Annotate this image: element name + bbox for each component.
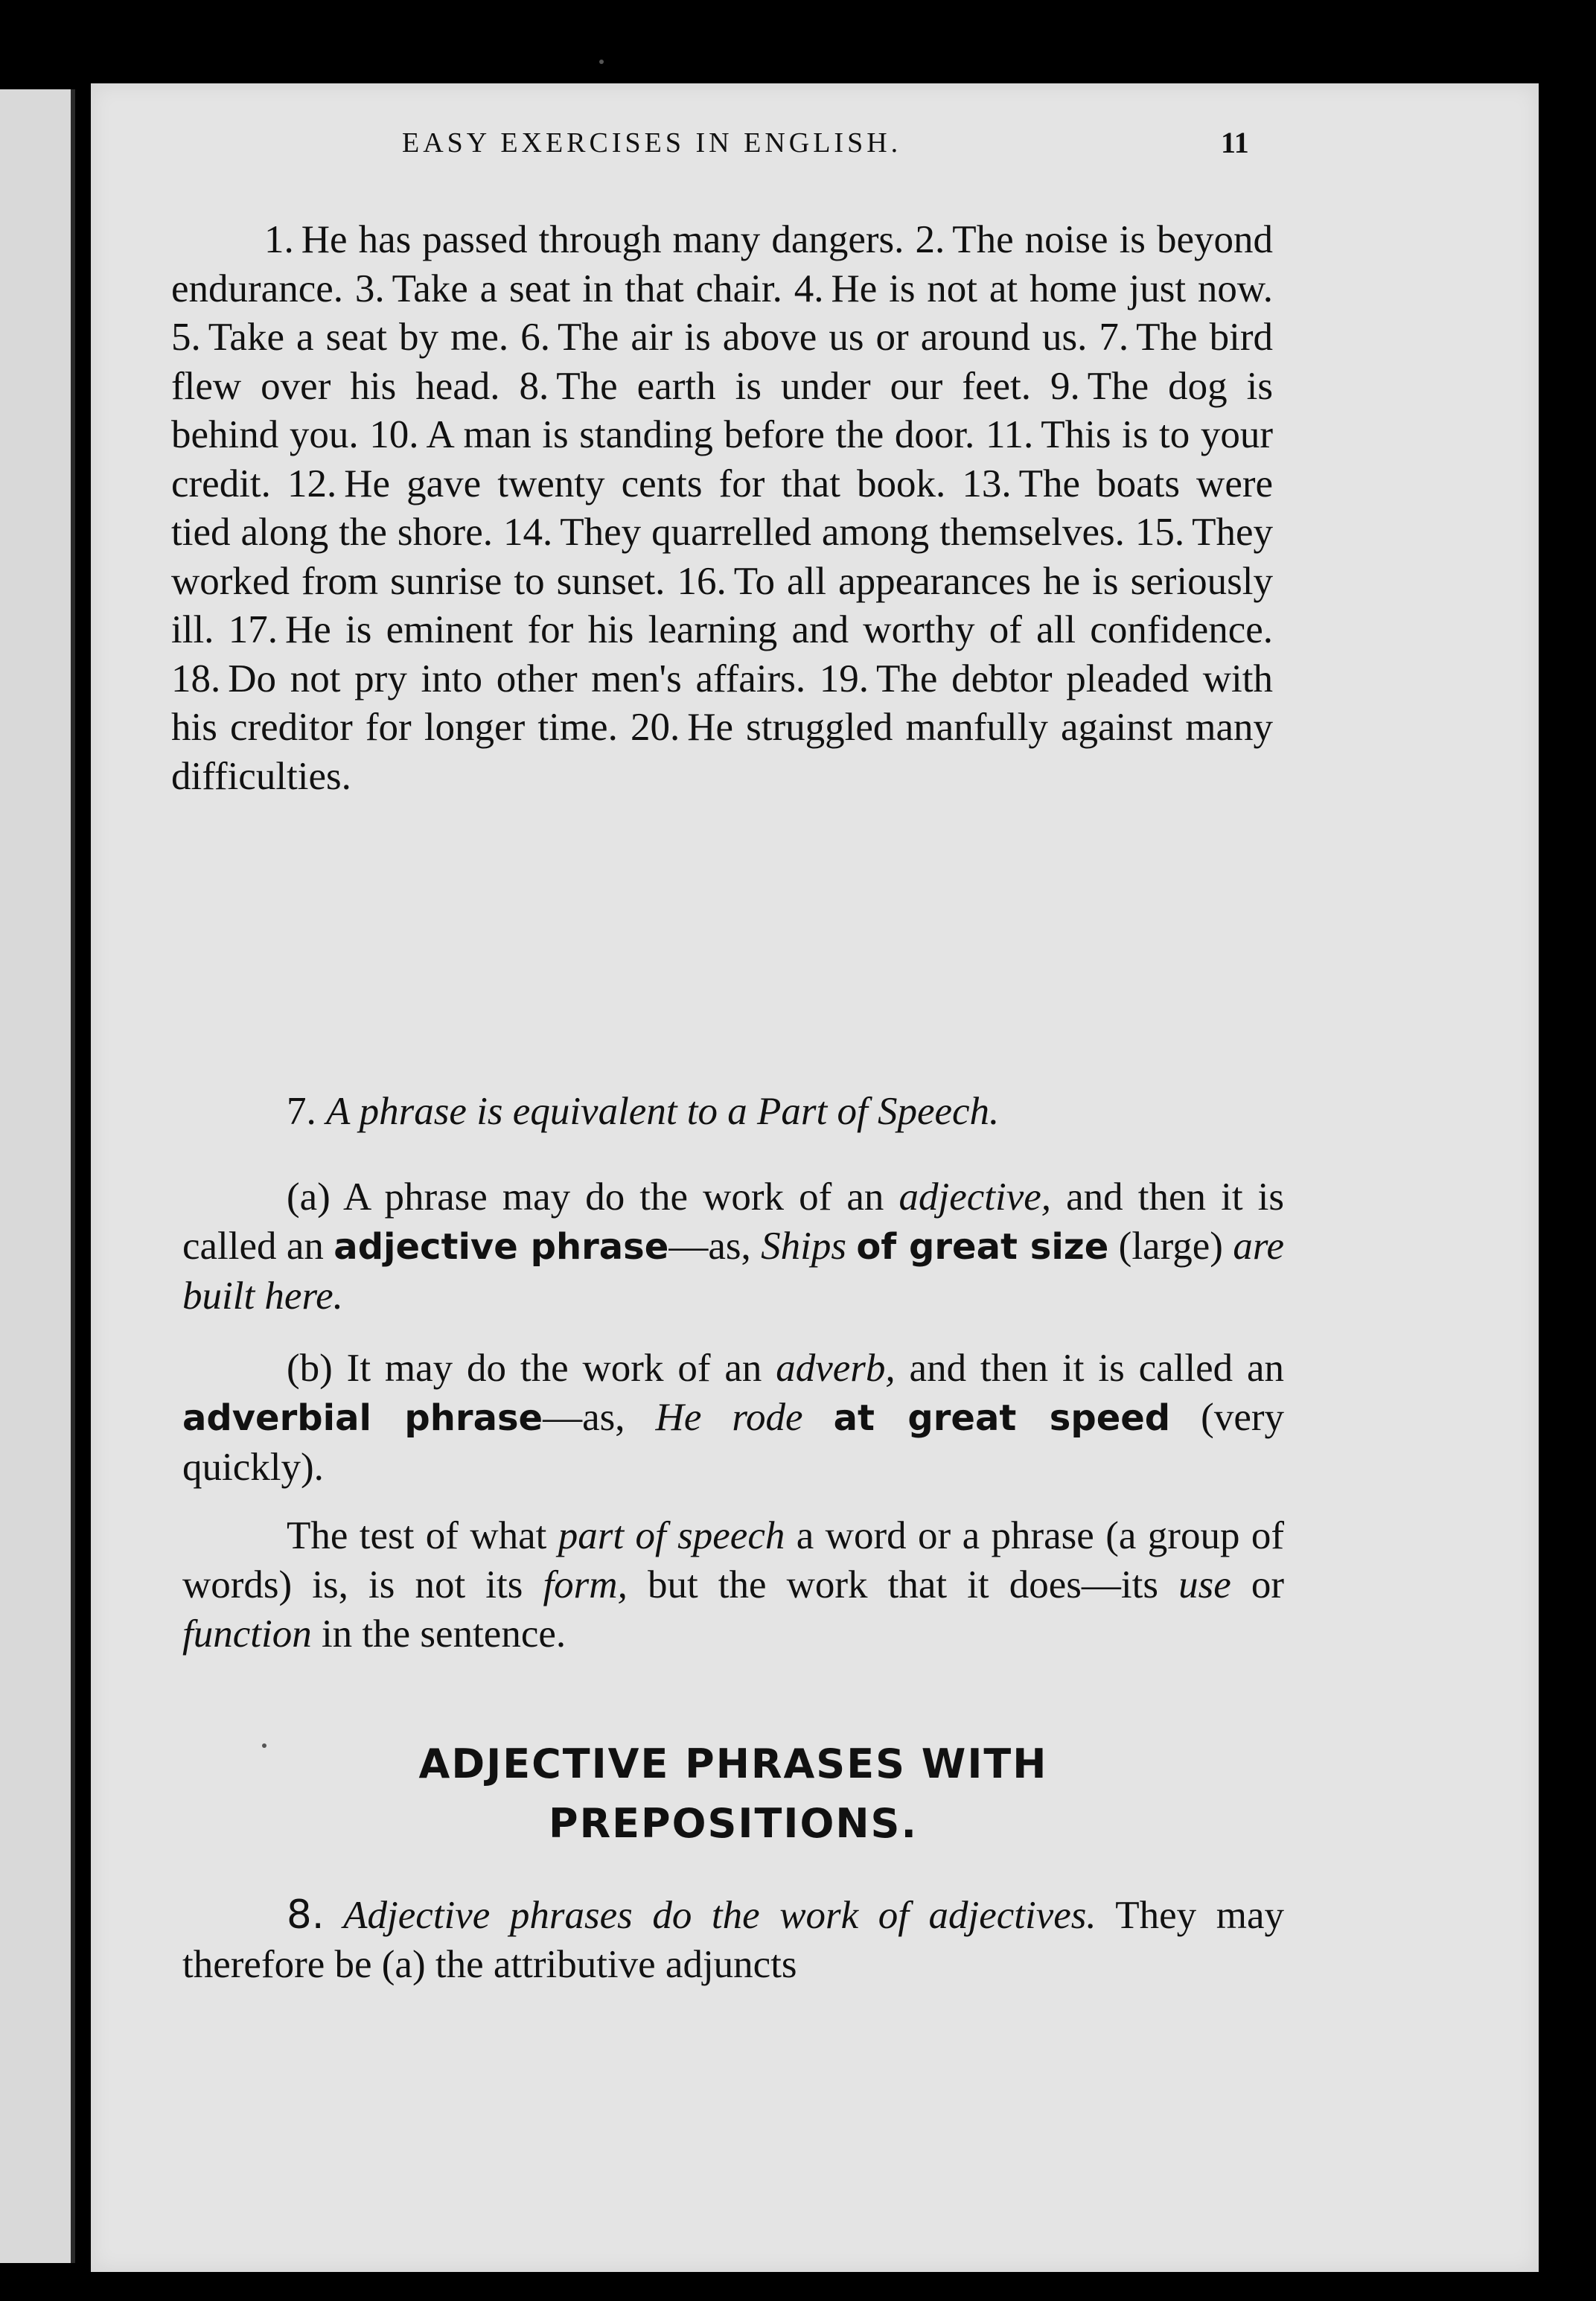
exercise-text: The earth is under our feet. [556,364,1031,408]
exercise-item [171,657,805,700]
exercise-number: 12. [287,462,337,505]
exercise-number: 5. [171,316,201,359]
exercise-text: The noise is beyond endurance. [171,218,1273,310]
paragraph-8-text: They may therefore be [182,1894,1284,1986]
exercise-text: He is not at home just now. [831,267,1274,310]
term-adverbial-phrase: adverbial phrase [182,1397,543,1439]
exercise-item [794,267,1273,310]
exercise-text: Do not pry into other men's affairs. [228,657,806,700]
rule-7 [182,1087,1284,1136]
exercise-number: 7. [1099,316,1129,359]
example-phrase: at great speed [833,1397,1171,1439]
paragraph-a-text: A phrase may do the work of an [330,1175,899,1219]
paragraph-b [182,1344,1284,1492]
space [803,1396,834,1439]
exercise-number: 2. [915,218,945,261]
example-text: Ships [761,1225,846,1268]
exercise-text: He is eminent for his learning and worthy of all confidence. [284,608,1274,651]
exercise-item [171,316,508,359]
exercise-item [369,413,974,456]
rule-7-number: 7. [287,1090,316,1133]
paragraph-b-label: (b) [287,1347,333,1390]
paragraph-test-text: or [1230,1563,1284,1606]
page-number: 11 [1221,126,1249,159]
exercise-number: 10. [369,413,419,456]
exercise-number: 6. [520,316,550,359]
exercise-text: Take a seat in that chair. [392,267,782,310]
emphasis-form: form, [543,1563,628,1606]
emphasis-use: use [1178,1563,1231,1606]
exercise-number: 15. [1134,511,1185,554]
paragraph-a [182,1172,1284,1321]
paragraph-a-text: (large) [1108,1225,1233,1268]
section-heading-line-2: PREPOSITIONS. [549,1800,918,1847]
section-heading [182,1734,1284,1854]
rule-7-text: A phrase is equivalent to a Part of Speech. [326,1090,1000,1133]
exercise-number: 11. [985,413,1034,456]
rule-8-text: Adjective phrases do the work of adjectives. [324,1894,1097,1937]
exercise-text: He struggled manfully against many difficulties. [171,706,1274,798]
paragraph-a-text: —as, [668,1225,762,1268]
exercise-text: Take a seat by me. [208,316,509,359]
exercise-item [229,608,1273,651]
exercise-item [264,218,904,261]
paragraph-8 [182,1891,1284,1989]
exercise-number: 8. [519,364,549,408]
paragraph-test-text: but the work that it does—its [627,1563,1179,1606]
exercise-text: The dog is behind you. [171,364,1274,456]
paragraph-8-label: (a) [381,1943,426,1986]
exercise-number: 20. [630,706,680,749]
exercise-item [287,462,945,505]
exercise-text: To all appearances he is seriously ill. [171,559,1273,651]
exercise-item [503,511,1125,554]
section-heading-line-1: ADJECTIVE PHRASES WITH [418,1740,1048,1787]
exercise-text: The air is above us or around us. [557,316,1088,359]
exercise-item [520,316,1087,359]
exercise-number: 17. [228,608,278,651]
exercise-item [520,365,1031,408]
paragraph-test-text: in the sentence. [311,1612,566,1656]
running-head: EASY EXERCISES IN ENGLISH. [402,127,902,159]
exercise-text: The boats were tied along the shore. [171,462,1274,554]
exercise-text: They worked from sunrise to sunset. [171,511,1274,603]
term-adverb: adverb, [776,1347,896,1390]
paragraph-a-text: and then it is called an [182,1175,1284,1268]
paragraph-test [182,1511,1284,1659]
example-text: are built here. [182,1225,1284,1318]
space [846,1225,856,1268]
exercise-number: 4. [794,267,824,310]
exercise-number: 14. [502,511,553,554]
exercise-number: 9. [1050,364,1080,408]
exercise-text: A man is standing before the door. [426,413,975,456]
emphasis-function: function [182,1612,312,1656]
exercise-text: The debtor pleaded with his creditor for longer time. [171,657,1273,749]
exercise-number: 19. [819,657,869,700]
paragraph-test-text: The test of what [287,1514,558,1557]
paragraph-test-text: a word or a phrase (a group of words) is, is not its [182,1514,1284,1606]
exercise-text: This is to your credit. [171,413,1274,505]
paragraph-a-label: (a) [287,1175,331,1219]
exercise-number: 16. [677,559,727,603]
exercise-text: The bird flew over his head. [171,316,1274,408]
exercise-number: 13. [962,462,1012,505]
term-adjective-phrase: adjective phrase [333,1226,669,1268]
speck [262,1743,266,1748]
exercise-number: 18. [171,657,221,700]
exercise-number: 1. [264,218,294,261]
exercise-number: 3. [354,267,385,310]
paragraph-b-text: and then it is called an [895,1347,1284,1390]
paragraph-8-number: 8. [287,1892,325,1938]
left-page-edge [0,89,75,2263]
example-phrase: of great size [856,1226,1109,1268]
emphasis-part-of-speech: part of speech [558,1514,785,1557]
exercise-text: They quarrelled among themselves. [560,511,1125,554]
example-text: He rode [655,1396,803,1439]
exercise-text: He has passed through many dangers. [301,218,904,261]
paragraph-8-text: the attributive adjuncts [425,1943,797,1986]
exercise-text: He gave twenty cents for that book. [344,462,946,505]
paragraph-b-text: —as, [543,1396,656,1439]
term-adjective: adjective, [898,1175,1052,1219]
paragraph-b-text: It may do the work of an [332,1347,776,1390]
exercise-item [355,267,782,310]
paragraph-b-text: (very quickly). [182,1396,1285,1489]
speck [599,60,604,64]
exercise-list [171,216,1273,801]
